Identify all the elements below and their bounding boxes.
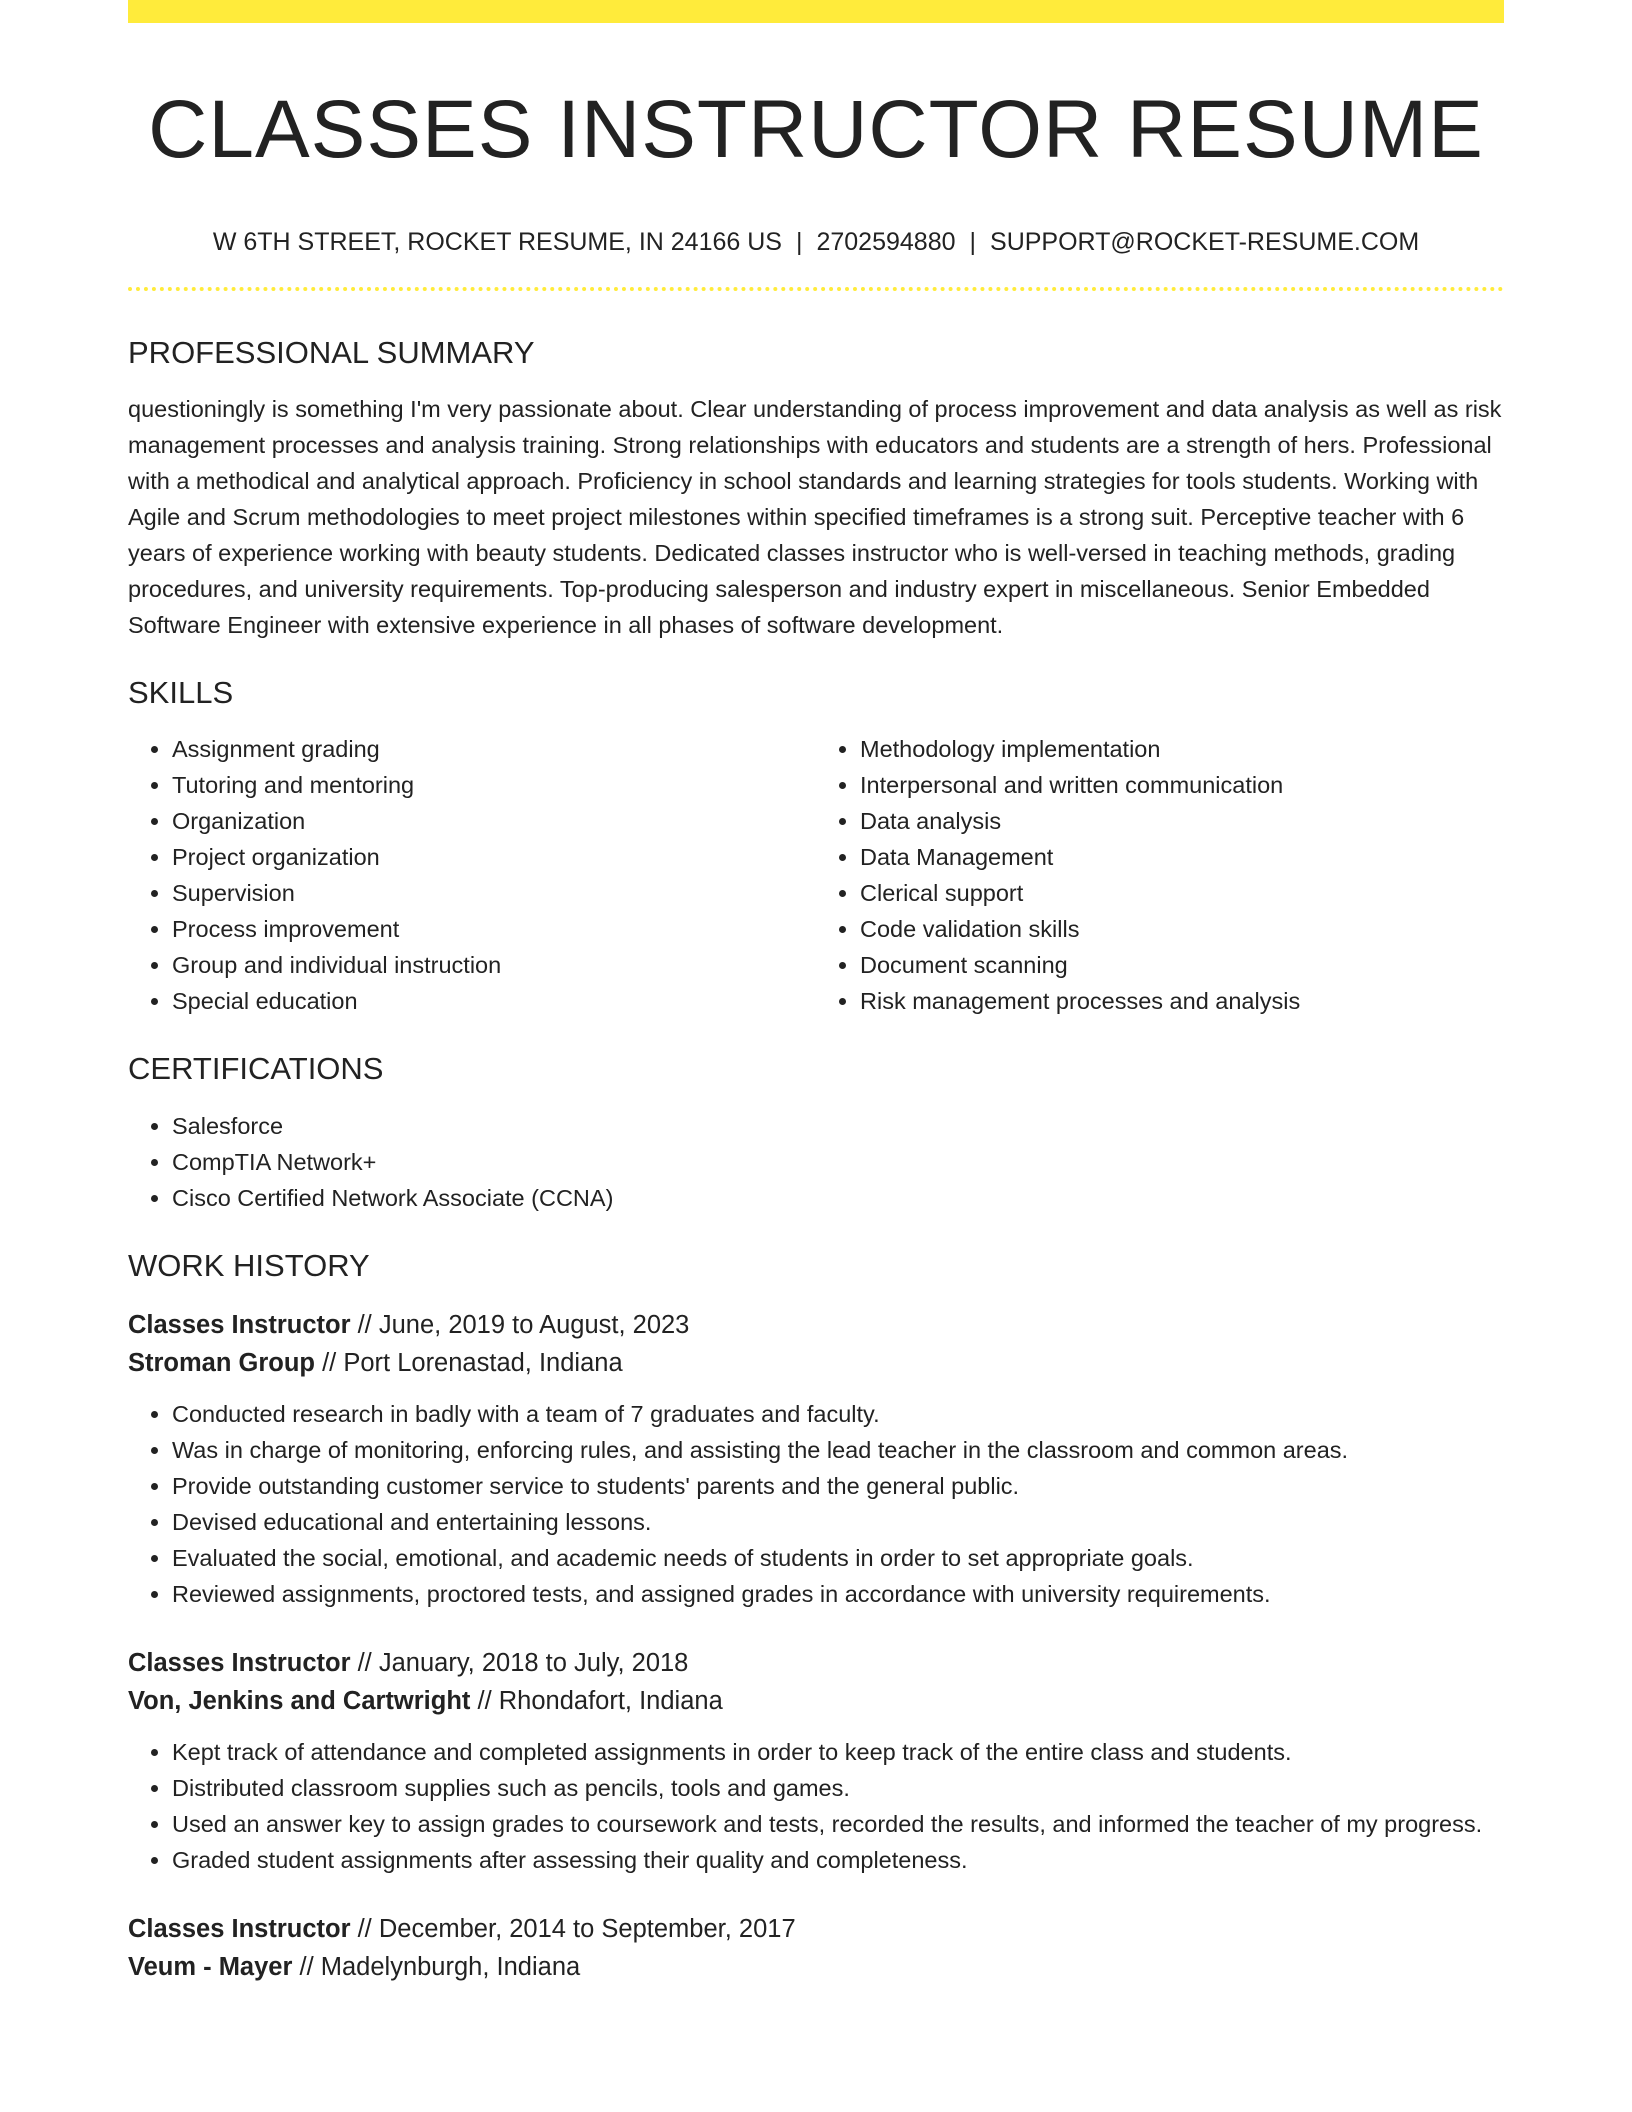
skill-item: • Risk management processes and analysis bbox=[860, 983, 1504, 1019]
skill-item: • Data analysis bbox=[860, 803, 1504, 839]
job-company: Stroman Group bbox=[128, 1349, 316, 1378]
certifications-list bbox=[128, 1108, 1504, 1216]
skills-list-left bbox=[128, 731, 816, 1019]
dotted-divider bbox=[128, 287, 1504, 291]
skill-item: • Document scanning bbox=[860, 947, 1504, 983]
job-title: Classes Instructor bbox=[128, 1649, 351, 1678]
email[interactable]: SUPPORT@ROCKET-RESUME.COM bbox=[990, 228, 1420, 257]
section-heading: CERTIFICATIONS bbox=[128, 1051, 384, 1087]
job-entry bbox=[128, 1644, 1504, 1878]
job-location: // Madelynburgh, Indiana bbox=[292, 1953, 581, 1982]
skill-item: • Process improvement bbox=[172, 911, 816, 947]
section-heading: SKILLS bbox=[128, 675, 234, 711]
job-title-line bbox=[128, 1644, 1504, 1682]
job-title-line bbox=[128, 1306, 1504, 1344]
skill-item: • Special education bbox=[172, 983, 816, 1019]
resume-title: CLASSES INSTRUCTOR RESUME bbox=[148, 84, 1484, 175]
skill-item: • Data Management bbox=[860, 839, 1504, 875]
job-bullet: • Used an answer key to assign grades to coursework and tests, recorded the results, and informed the teacher of my progress. bbox=[172, 1806, 1504, 1842]
section-heading: PROFESSIONAL SUMMARY bbox=[128, 334, 535, 370]
job-entry bbox=[128, 1910, 1504, 1986]
summary-section bbox=[128, 333, 1504, 643]
skill-item: • Assignment grading bbox=[172, 731, 816, 767]
job-bullet: • Graded student assignments after assessing their quality and completeness. bbox=[172, 1842, 1504, 1878]
job-company-line bbox=[128, 1344, 1504, 1382]
job-bullets bbox=[128, 1396, 1504, 1612]
skill-item: • Clerical support bbox=[860, 875, 1504, 911]
job-bullet: • Was in charge of monitoring, enforcing rules, and assisting the lead teacher in the classroom and common areas. bbox=[172, 1432, 1504, 1468]
job-bullet: • Provide outstanding customer service to students' parents and the general public. bbox=[172, 1468, 1504, 1504]
job-bullet: • Evaluated the social, emotional, and academic needs of students in order to set appropriate goals. bbox=[172, 1540, 1504, 1576]
skill-item: • Methodology implementation bbox=[860, 731, 1504, 767]
job-dates: // January, 2018 to July, 2018 bbox=[350, 1649, 689, 1678]
certification-item: • CompTIA Network+ bbox=[172, 1144, 1504, 1180]
resume-page bbox=[128, 0, 1504, 1986]
section-heading: WORK HISTORY bbox=[128, 1247, 370, 1283]
skill-item: • Organization bbox=[172, 803, 816, 839]
job-bullet: • Devised educational and entertaining lessons. bbox=[172, 1504, 1504, 1540]
job-company: Von, Jenkins and Cartwright bbox=[128, 1687, 471, 1716]
skills-list-right bbox=[816, 731, 1504, 1019]
skill-item: • Group and individual instruction bbox=[172, 947, 816, 983]
skill-item: • Tutoring and mentoring bbox=[172, 767, 816, 803]
skills-section bbox=[128, 673, 1504, 1019]
job-bullet: • Conducted research in badly with a team of 7 graduates and faculty. bbox=[172, 1396, 1504, 1432]
job-company-line bbox=[128, 1948, 1504, 1986]
job-dates: // June, 2019 to August, 2023 bbox=[350, 1311, 690, 1340]
job-location: // Rhondafort, Indiana bbox=[470, 1687, 723, 1716]
job-location: // Port Lorenastad, Indiana bbox=[315, 1349, 623, 1378]
job-company-line bbox=[128, 1682, 1504, 1720]
summary-text: questioningly is something I'm very passionate about. Clear understanding of process improvement and data analysis as well as risk management processes and analysis training. Strong relationships with educators and students are a strength of hers. Professional with a methodical and analytical approach. Proficiency in school standards and learning strategies for tools students. Working with Agile and Scrum methodologies to meet project milestones within specified timeframes is a strong suit. Perceptive teacher with 6 years of experience working with beauty students. Dedicated classes instructor who is well-versed in teaching methods, grading procedures, and university requirements. Top-producing salesperson and industry expert in miscellaneous. Senior Embedded Software Engineer with extensive experience in all phases of software development. bbox=[128, 396, 1502, 639]
skill-item: • Project organization bbox=[172, 839, 816, 875]
job-title: Classes Instructor bbox=[128, 1915, 351, 1944]
job-bullet: • Kept track of attendance and completed assignments in order to keep track of the entire class and students. bbox=[172, 1734, 1504, 1770]
separator: | bbox=[969, 228, 977, 257]
skill-item: • Interpersonal and written communication bbox=[860, 767, 1504, 803]
skill-item: • Code validation skills bbox=[860, 911, 1504, 947]
skills-grid bbox=[128, 731, 1504, 1019]
top-accent-bar bbox=[128, 0, 1504, 23]
certification-item: • Salesforce bbox=[172, 1108, 1504, 1144]
skill-item: • Supervision bbox=[172, 875, 816, 911]
job-title: Classes Instructor bbox=[128, 1311, 351, 1340]
phone: 2702594880 bbox=[816, 228, 956, 257]
contact-line bbox=[128, 226, 1504, 259]
job-entry bbox=[128, 1306, 1504, 1612]
separator: | bbox=[795, 228, 803, 257]
address: W 6TH STREET, ROCKET RESUME, IN 24166 US bbox=[212, 228, 782, 257]
work-history-section bbox=[128, 1246, 1504, 1986]
job-bullet: • Distributed classroom supplies such as pencils, tools and games. bbox=[172, 1770, 1504, 1806]
job-bullet: • Reviewed assignments, proctored tests, and assigned grades in accordance with university requirements. bbox=[172, 1576, 1504, 1612]
certification-item: • Cisco Certified Network Associate (CCNA) bbox=[172, 1180, 1504, 1216]
job-company: Veum - Mayer bbox=[128, 1953, 293, 1982]
job-dates: // December, 2014 to September, 2017 bbox=[350, 1915, 796, 1944]
job-bullets bbox=[128, 1734, 1504, 1878]
certifications-section bbox=[128, 1049, 1504, 1215]
job-title-line bbox=[128, 1910, 1504, 1948]
